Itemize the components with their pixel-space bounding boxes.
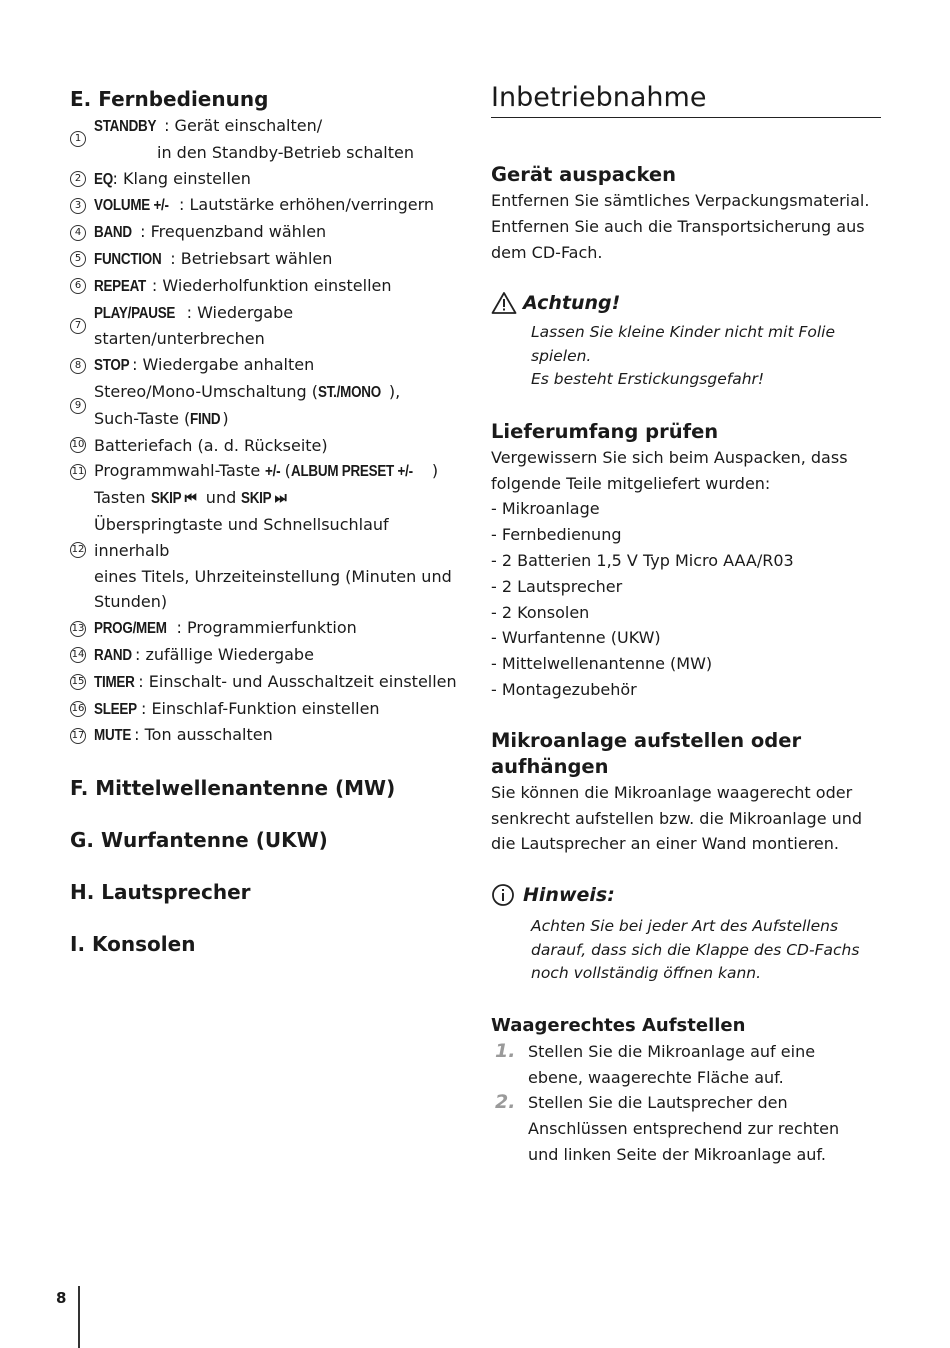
key-label: BAND bbox=[94, 224, 132, 242]
item-number: 12 bbox=[70, 542, 86, 558]
hint-title: Hinweis: bbox=[523, 884, 615, 907]
key-label: SKIP ⏭ bbox=[241, 490, 287, 508]
list-item: - Mikroanlage bbox=[491, 499, 600, 519]
list-item bbox=[70, 219, 460, 246]
key-label: STANDBY bbox=[94, 118, 157, 135]
item-number: 1 bbox=[70, 131, 86, 147]
key-label: FIND bbox=[190, 410, 221, 428]
item-continuation: in den Standby-Betrieb schalten bbox=[157, 142, 414, 162]
item-text: ), bbox=[388, 381, 401, 401]
item-number: 17 bbox=[70, 728, 86, 744]
list-item: - 2 Batterien 1,5 V Typ Micro AAA/R03 bbox=[491, 551, 794, 571]
item-text: : Lautstärke erhöhen/verringern bbox=[179, 195, 435, 215]
horizontal-setup-heading: Waagerechtes Aufstellen bbox=[491, 1014, 746, 1036]
step-text: Stellen Sie die Lautsprecher den Anschlüssen entsprechend zur rechten und linken Seite der Mikroanlage auf. bbox=[528, 1093, 840, 1164]
item-continuation: Stunden) bbox=[94, 592, 168, 612]
item-text: Batteriefach (a. d. Rückseite) bbox=[94, 435, 328, 455]
step-item bbox=[491, 1039, 883, 1091]
page-marker-bar bbox=[78, 1286, 80, 1348]
list-item bbox=[70, 273, 460, 300]
list-item bbox=[70, 166, 460, 193]
item-text: : Ton ausschalten bbox=[134, 725, 273, 745]
item-text: : Programmierfunktion bbox=[176, 618, 357, 638]
item-number: 7 bbox=[70, 318, 86, 334]
item-number: 14 bbox=[70, 647, 86, 663]
warning-heading bbox=[491, 291, 883, 315]
item-text: Stereo/Mono-Umschaltung ( bbox=[94, 381, 318, 401]
item-number: 13 bbox=[70, 621, 86, 637]
item-number: 15 bbox=[70, 674, 86, 690]
key-label: SKIP ⏮ bbox=[150, 490, 197, 508]
setup-heading: Mikroanlage aufstellen oder aufhängen bbox=[491, 728, 802, 778]
delivery-intro: Vergewissern Sie sich beim Auspacken, dass folgende Teile mitgeliefert wurden: bbox=[491, 447, 848, 493]
unpack-heading: Gerät auspacken bbox=[491, 163, 676, 186]
page-title: Inbetriebnahme bbox=[491, 82, 707, 113]
item-continuation bbox=[94, 406, 460, 433]
item-text: : Klang einstellen bbox=[112, 168, 251, 188]
list-item bbox=[70, 433, 460, 459]
remote-control-heading: E. Fernbedienung bbox=[70, 87, 269, 111]
item-text: ) bbox=[431, 461, 439, 481]
step-item bbox=[491, 1090, 883, 1167]
key-label: +/- bbox=[265, 463, 281, 481]
info-circle-icon bbox=[491, 883, 515, 907]
setup-steps bbox=[491, 1039, 883, 1168]
warning-triangle-icon bbox=[491, 291, 517, 315]
item-text: Programmwahl-Taste bbox=[94, 461, 266, 481]
item-text: ) bbox=[222, 408, 229, 428]
item-number: 6 bbox=[70, 278, 86, 294]
left-column bbox=[70, 86, 460, 957]
item-continuation: eines Titels, Uhrzeiteinstellung (Minuten und bbox=[94, 566, 452, 586]
key-label: RAND bbox=[94, 646, 132, 664]
item-text: Tasten bbox=[94, 488, 151, 508]
list-item: - 2 Lautsprecher bbox=[491, 576, 623, 596]
item-text: : Wiedergabe starten/unterbrechen bbox=[94, 302, 294, 349]
list-item bbox=[70, 722, 460, 749]
unpack-text: Entfernen Sie sämtliches Verpackungsmaterial. Entfernen Sie auch die Transportsicherung aus dem CD-Fach. bbox=[491, 191, 870, 262]
item-text: ( bbox=[279, 461, 291, 481]
item-continuation: Überspringtaste und Schnellsuchlauf innerhalb bbox=[94, 514, 389, 560]
item-number: 4 bbox=[70, 225, 86, 241]
key-label: ALBUM PRESET +/- bbox=[290, 463, 413, 481]
list-item bbox=[70, 379, 460, 433]
list-item bbox=[70, 669, 460, 696]
page-number: 8 bbox=[56, 1289, 67, 1307]
section-heading-speakers: H. Lautsprecher bbox=[70, 880, 251, 905]
key-label: SLEEP bbox=[94, 700, 137, 718]
step-number: 2. bbox=[495, 1091, 516, 1114]
key-label: ST./MONO bbox=[317, 383, 381, 401]
item-number: 5 bbox=[70, 251, 86, 267]
item-number: 10 bbox=[70, 437, 86, 453]
section-heading-consoles: I. Konsolen bbox=[70, 932, 196, 957]
list-item bbox=[70, 642, 460, 669]
step-number: 1. bbox=[495, 1039, 516, 1062]
key-label: PLAY/PAUSE bbox=[94, 304, 176, 322]
right-column bbox=[491, 80, 883, 1168]
setup-text: Sie können die Mikroanlage waagerecht oder senkrecht aufstellen bzw. die Mikroanlage und die Lautsprecher an einer Wand montieren. bbox=[491, 782, 863, 854]
list-item bbox=[70, 615, 460, 642]
key-label: PROG/MEM bbox=[94, 620, 167, 638]
key-label: STOP bbox=[94, 357, 130, 375]
list-item: - Wurfantenne (UKW) bbox=[491, 628, 661, 648]
item-text: : Einschalt- und Ausschaltzeit einstellen bbox=[138, 671, 457, 691]
item-number: 2 bbox=[70, 171, 86, 187]
warning-text-line: Es besteht Erstickungsgefahr! bbox=[531, 370, 765, 389]
item-text: : Wiedergabe anhalten bbox=[132, 355, 315, 375]
step-text: Stellen Sie die Mikroanlage auf eine ebene, waagerechte Fläche auf. bbox=[528, 1041, 816, 1087]
title-divider bbox=[491, 117, 881, 118]
item-number: 16 bbox=[70, 701, 86, 717]
key-label: FUNCTION bbox=[94, 250, 162, 268]
list-item bbox=[70, 485, 460, 615]
hint-heading bbox=[491, 883, 883, 907]
section-heading-ukw-antenna: G. Wurfantenne (UKW) bbox=[70, 828, 328, 853]
item-text: : zufällige Wiedergabe bbox=[135, 644, 314, 664]
list-item bbox=[70, 192, 460, 219]
list-item bbox=[70, 458, 460, 485]
item-number: 11 bbox=[70, 464, 86, 480]
list-item bbox=[70, 246, 460, 273]
list-item bbox=[70, 300, 460, 353]
item-number: 9 bbox=[70, 398, 86, 414]
delivery-heading: Lieferumfang prüfen bbox=[491, 419, 719, 443]
list-item: - Mittelwellenantenne (MW) bbox=[491, 654, 713, 674]
item-text: : Wiederholfunktion einstellen bbox=[151, 275, 392, 295]
item-text: Such-Taste ( bbox=[94, 408, 191, 428]
warning-title: Achtung! bbox=[523, 292, 621, 315]
key-label: REPEAT bbox=[94, 277, 147, 295]
hint-text: Achten Sie bei jeder Art des Aufstellens darauf, dass sich die Klappe des CD-Fachs noch vollständig öffnen kann. bbox=[531, 917, 860, 983]
section-heading-mw-antenna: F. Mittelwellenantenne (MW) bbox=[70, 776, 396, 801]
item-text: : Betriebsart wählen bbox=[170, 248, 333, 268]
item-text: : Frequenzband wählen bbox=[135, 222, 327, 242]
remote-control-list bbox=[70, 113, 460, 749]
item-number: 3 bbox=[70, 198, 86, 214]
item-text: und bbox=[200, 488, 242, 508]
warning-text-line: Lassen Sie kleine Kinder nicht mit Folie spielen. bbox=[531, 323, 835, 365]
list-item: - 2 Konsolen bbox=[491, 602, 590, 622]
key-label: MUTE bbox=[94, 727, 132, 745]
key-label: TIMER bbox=[94, 673, 135, 691]
item-text: : Gerät einschalten/ bbox=[164, 116, 323, 135]
item-number: 8 bbox=[70, 358, 86, 374]
item-text: : Einschlaf-Funktion einstellen bbox=[140, 698, 380, 718]
key-label: EQ bbox=[94, 170, 113, 188]
list-item bbox=[70, 352, 460, 379]
list-item: - Montagezubehör bbox=[491, 680, 637, 700]
key-label: VOLUME +/- bbox=[94, 197, 169, 215]
list-item: - Fernbedienung bbox=[491, 525, 622, 545]
list-item bbox=[70, 113, 460, 166]
list-item bbox=[70, 696, 460, 723]
delivery-list bbox=[491, 496, 883, 702]
